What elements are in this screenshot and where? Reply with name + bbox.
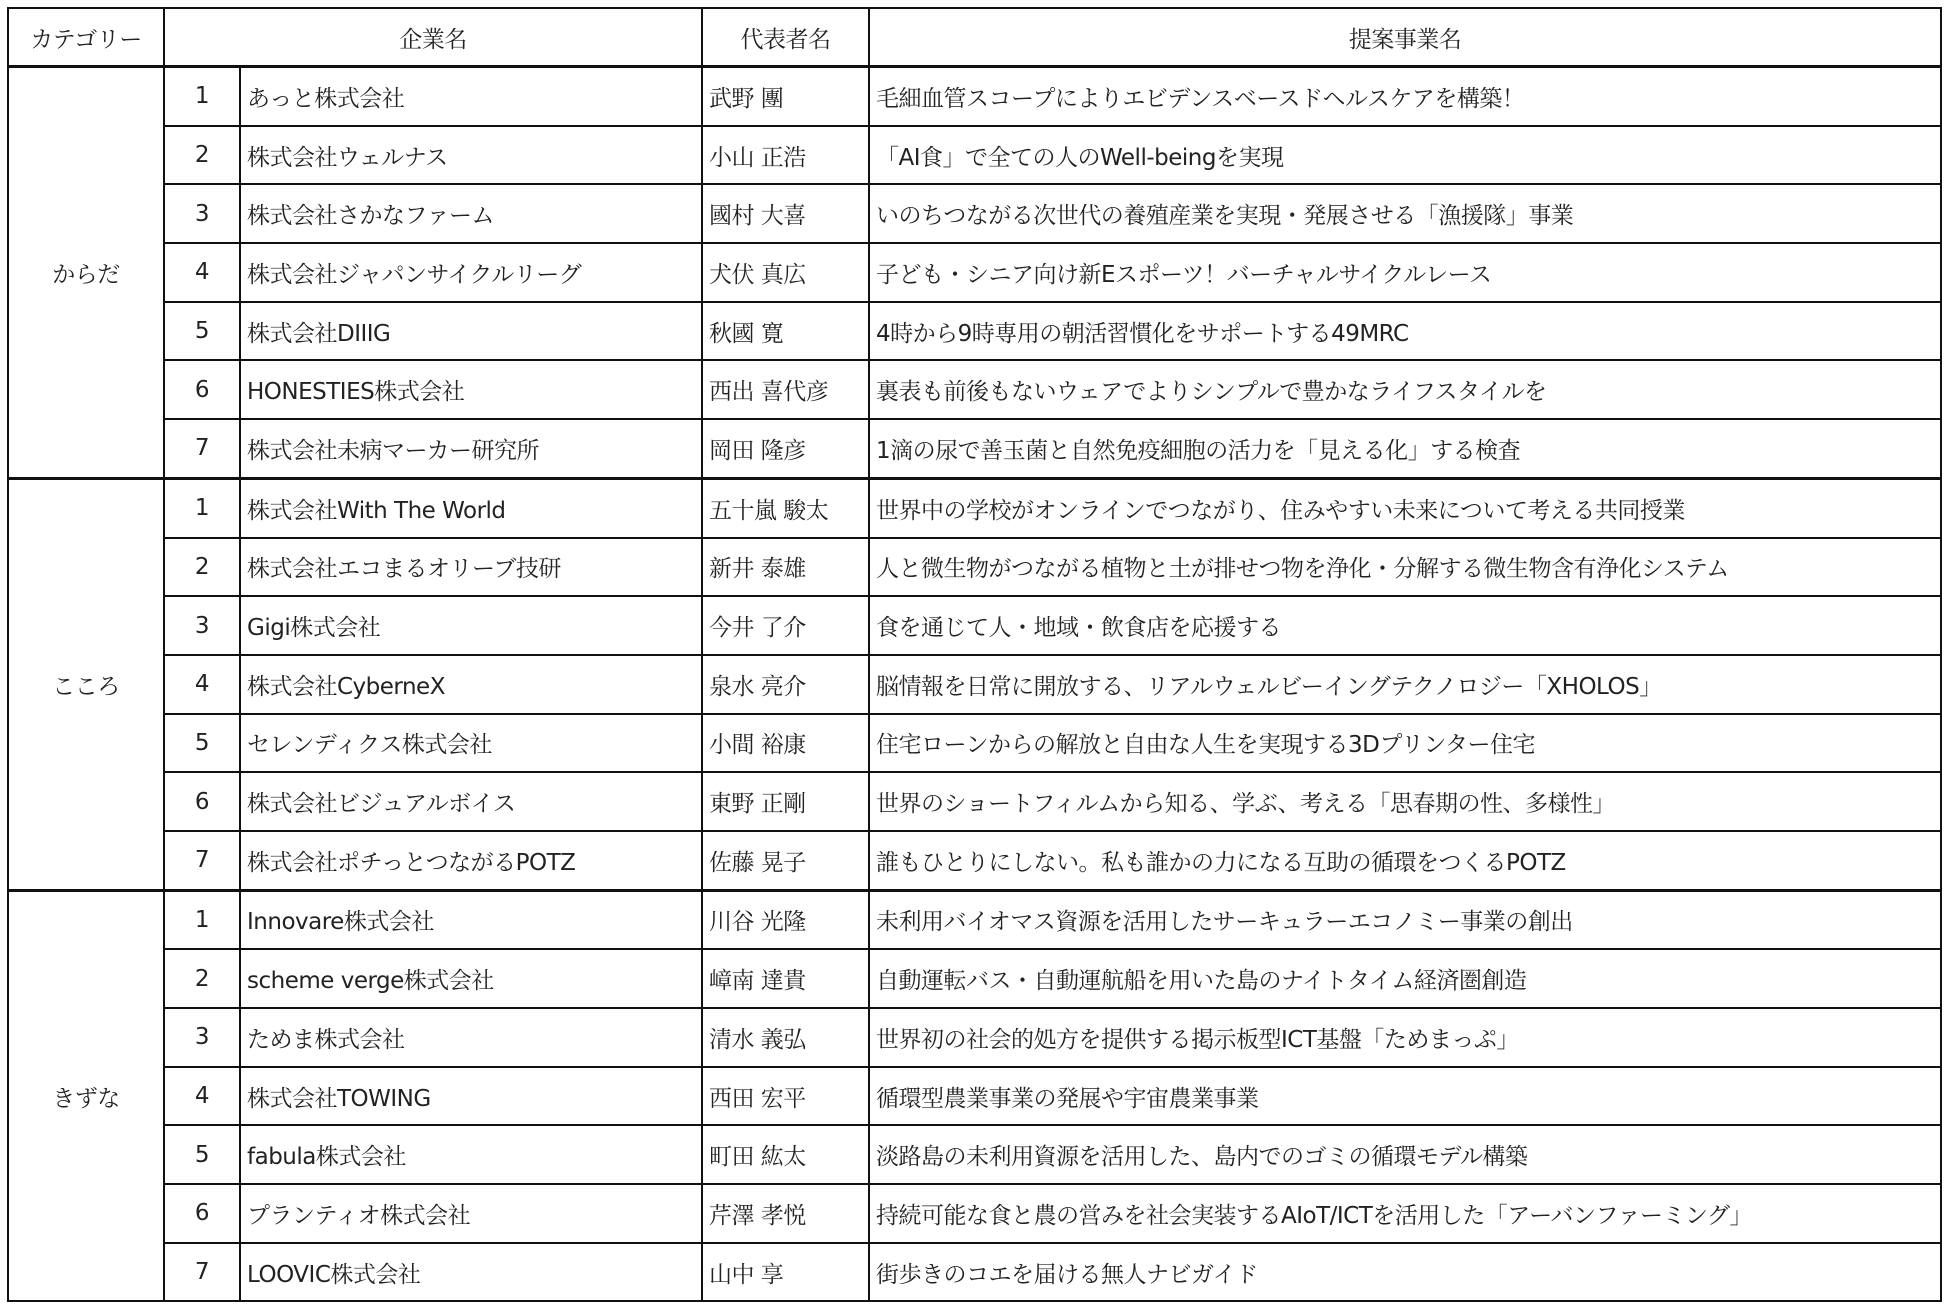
representative-name: 秋國 寛 xyxy=(702,302,869,361)
table-row xyxy=(8,67,1941,126)
table-row xyxy=(8,1067,1941,1126)
representative-name: 芹澤 孝悦 xyxy=(702,1184,869,1243)
header-company: 企業名 xyxy=(164,8,702,67)
company-name: 株式会社ポチっとつながるPOTZ xyxy=(240,831,702,890)
proposal-title: 人と微生物がつながる植物と土が排せつ物を浄化・分解する微生物含有浄化システム xyxy=(869,538,1941,597)
company-name: 株式会社エコまるオリーブ技研 xyxy=(240,538,702,597)
table-row xyxy=(8,1008,1941,1067)
row-number: 6 xyxy=(164,360,240,419)
proposal-title: 淡路島の未利用資源を活用した、島内でのゴミの循環モデル構築 xyxy=(869,1125,1941,1184)
proposal-title: 住宅ローンからの解放と自由な人生を実現する3Dプリンター住宅 xyxy=(869,714,1941,773)
table-row xyxy=(8,1125,1941,1184)
row-number: 4 xyxy=(164,1067,240,1126)
proposal-title: 世界中の学校がオンラインでつながり、住みやすい未来について考える共同授業 xyxy=(869,478,1941,537)
table-row xyxy=(8,243,1941,302)
row-number: 1 xyxy=(164,478,240,537)
table-row xyxy=(8,478,1941,537)
representative-name: 國村 大喜 xyxy=(702,184,869,243)
table-row xyxy=(8,419,1941,478)
row-number: 5 xyxy=(164,1125,240,1184)
company-name: 株式会社未病マーカー研究所 xyxy=(240,419,702,478)
representative-name: 岡田 隆彦 xyxy=(702,419,869,478)
company-name: LOOVIC株式会社 xyxy=(240,1243,702,1302)
table-row xyxy=(8,596,1941,655)
row-number: 3 xyxy=(164,1008,240,1067)
proposal-title: 誰もひとりにしない。私も誰かの力になる互助の循環をつくるPOTZ xyxy=(869,831,1941,890)
representative-name: 川谷 光隆 xyxy=(702,890,869,949)
category-cell: からだ xyxy=(8,67,164,479)
company-name: ためま株式会社 xyxy=(240,1008,702,1067)
table-row xyxy=(8,1243,1941,1302)
representative-name: 小山 正浩 xyxy=(702,126,869,185)
proposal-table xyxy=(7,7,1942,1302)
table-row xyxy=(8,360,1941,419)
table-row xyxy=(8,655,1941,714)
proposal-title: 持続可能な食と農の営みを社会実装するAIoT/ICTを活用した「アーバンファーミング」 xyxy=(869,1184,1941,1243)
category-cell: こころ xyxy=(8,478,164,890)
row-number: 4 xyxy=(164,243,240,302)
proposal-title: 毛細血管スコープによりエビデンスベースドヘルスケアを構築！ xyxy=(869,67,1941,126)
proposal-title: 裏表も前後もないウェアでよりシンプルで豊かなライフスタイルを xyxy=(869,360,1941,419)
company-name: 株式会社ウェルナス xyxy=(240,126,702,185)
representative-name: 西出 喜代彦 xyxy=(702,360,869,419)
category-cell: きずな xyxy=(8,890,164,1301)
company-name: HONESTIES株式会社 xyxy=(240,360,702,419)
company-name: セレンディクス株式会社 xyxy=(240,714,702,773)
representative-name: 犬伏 真広 xyxy=(702,243,869,302)
table-row xyxy=(8,831,1941,890)
representative-name: 東野 正剛 xyxy=(702,772,869,831)
row-number: 5 xyxy=(164,302,240,361)
proposal-title: 1滴の尿で善玉菌と自然免疫細胞の活力を「見える化」する検査 xyxy=(869,419,1941,478)
representative-name: 西田 宏平 xyxy=(702,1067,869,1126)
company-name: 株式会社ビジュアルボイス xyxy=(240,772,702,831)
header-proposal: 提案事業名 xyxy=(869,8,1941,67)
row-number: 2 xyxy=(164,949,240,1008)
proposal-title: 街歩きのコエを届ける無人ナビガイド xyxy=(869,1243,1941,1302)
proposal-title: 4時から9時専用の朝活習慣化をサポートする49MRC xyxy=(869,302,1941,361)
representative-name: 新井 泰雄 xyxy=(702,538,869,597)
company-name: プランティオ株式会社 xyxy=(240,1184,702,1243)
representative-name: 小間 裕康 xyxy=(702,714,869,773)
row-number: 2 xyxy=(164,538,240,597)
company-name: 株式会社さかなファーム xyxy=(240,184,702,243)
company-name: 株式会社CyberneX xyxy=(240,655,702,714)
row-number: 7 xyxy=(164,1243,240,1302)
company-name: あっと株式会社 xyxy=(240,67,702,126)
proposal-title: 「AI食」で全ての人のWell-beingを実現 xyxy=(869,126,1941,185)
company-name: Innovare株式会社 xyxy=(240,890,702,949)
row-number: 6 xyxy=(164,1184,240,1243)
row-number: 4 xyxy=(164,655,240,714)
table-row xyxy=(8,126,1941,185)
row-number: 3 xyxy=(164,596,240,655)
representative-name: 五十嵐 駿太 xyxy=(702,478,869,537)
representative-name: 武野 團 xyxy=(702,67,869,126)
company-name: fabula株式会社 xyxy=(240,1125,702,1184)
proposal-title: 世界初の社会的処方を提供する掲示板型ICT基盤「ためまっぷ」 xyxy=(869,1008,1941,1067)
row-number: 7 xyxy=(164,419,240,478)
table-row xyxy=(8,538,1941,597)
proposal-title: いのちつながる次世代の養殖産業を実現・発展させる「漁援隊」事業 xyxy=(869,184,1941,243)
row-number: 1 xyxy=(164,890,240,949)
proposal-title: 自動運転バス・自動運航船を用いた島のナイトタイム経済圏創造 xyxy=(869,949,1941,1008)
representative-name: 清水 義弘 xyxy=(702,1008,869,1067)
company-name: 株式会社DIIIG xyxy=(240,302,702,361)
representative-name: 佐藤 晃子 xyxy=(702,831,869,890)
table-row xyxy=(8,714,1941,773)
header-category: カテゴリー xyxy=(8,8,164,67)
table-row xyxy=(8,1184,1941,1243)
representative-name: 泉水 亮介 xyxy=(702,655,869,714)
table-row xyxy=(8,184,1941,243)
representative-name: 町田 紘太 xyxy=(702,1125,869,1184)
proposal-title: 脳情報を日常に開放する、リアルウェルビーイングテクノロジー「XHOLOS」 xyxy=(869,655,1941,714)
row-number: 1 xyxy=(164,67,240,126)
proposal-title: 食を通じて人・地域・飲食店を応援する xyxy=(869,596,1941,655)
table-row xyxy=(8,890,1941,949)
company-name: 株式会社TOWING xyxy=(240,1067,702,1126)
representative-name: 山中 享 xyxy=(702,1243,869,1302)
company-name: scheme verge株式会社 xyxy=(240,949,702,1008)
company-name: 株式会社ジャパンサイクルリーグ xyxy=(240,243,702,302)
company-name: Gigi株式会社 xyxy=(240,596,702,655)
header-representative: 代表者名 xyxy=(702,8,869,67)
table-row xyxy=(8,302,1941,361)
table-row xyxy=(8,949,1941,1008)
row-number: 3 xyxy=(164,184,240,243)
proposal-title: 未利用バイオマス資源を活用したサーキュラーエコノミー事業の創出 xyxy=(869,890,1941,949)
proposal-title: 循環型農業事業の発展や宇宙農業事業 xyxy=(869,1067,1941,1126)
company-name: 株式会社With The World xyxy=(240,478,702,537)
proposal-title: 子ども・シニア向け新Eスポーツ！バーチャルサイクルレース xyxy=(869,243,1941,302)
row-number: 6 xyxy=(164,772,240,831)
representative-name: 嶂南 達貴 xyxy=(702,949,869,1008)
row-number: 7 xyxy=(164,831,240,890)
row-number: 5 xyxy=(164,714,240,773)
table-row xyxy=(8,772,1941,831)
proposal-title: 世界のショートフィルムから知る、学ぶ、考える「思春期の性、多様性」 xyxy=(869,772,1941,831)
representative-name: 今井 了介 xyxy=(702,596,869,655)
header-row xyxy=(8,8,1941,67)
row-number: 2 xyxy=(164,126,240,185)
